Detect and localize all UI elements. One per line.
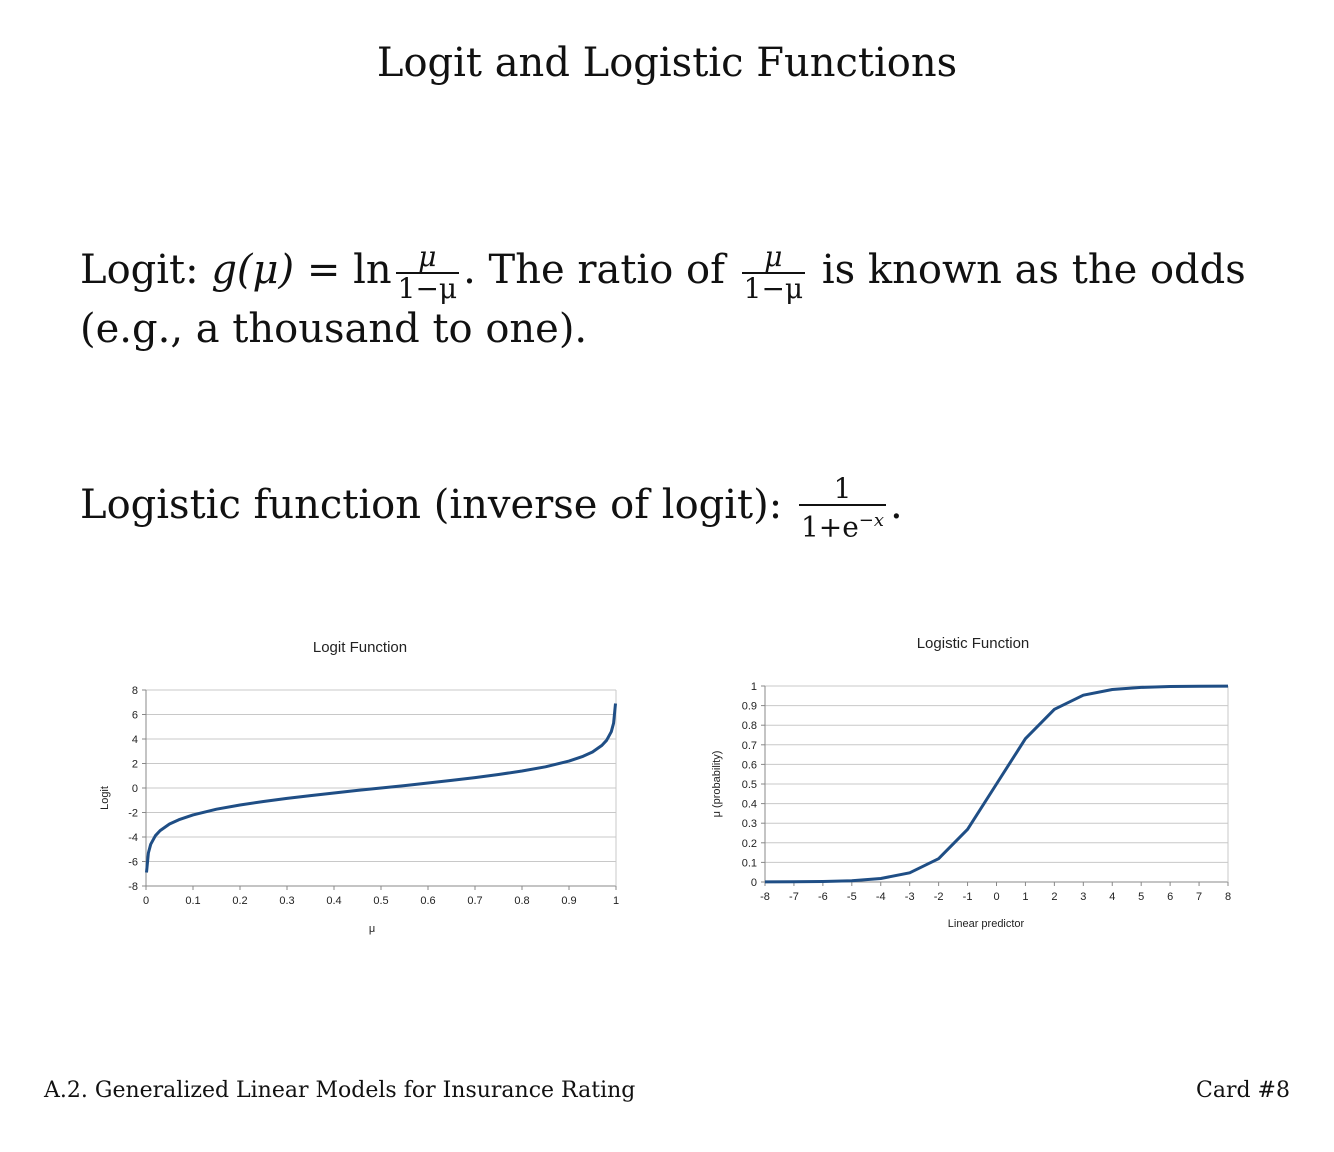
x-tick-label: -2 [933,891,944,903]
x-tick-label: 3 [1080,891,1087,903]
x-tick-label: -5 [846,891,857,903]
x-tick-label: -1 [962,891,973,903]
logit-eq: = [306,247,341,293]
x-tick-label: -4 [875,891,886,903]
y-tick-label: -8 [128,881,138,893]
logistic-definition [80,474,903,542]
logistic-prefix: Logistic function (inverse of logit): [80,482,783,529]
x-tick-label: 1 [1022,891,1029,903]
footer-course: A.2. Generalized Linear Models for Insurance Rating [44,1078,636,1103]
logit-prefix: Logit: [80,247,199,293]
logit-suffix: is known as the odds [821,247,1246,293]
y-axis-label: μ (probability) [711,750,723,818]
logit-g: g(μ) [211,247,295,293]
x-tick-label: 0 [142,895,150,907]
x-tick-label: -6 [817,891,828,903]
y-tick-label: 6 [131,709,138,722]
plot-area [128,685,619,907]
logistic-chart [700,626,1260,936]
x-tick-label: 1 [612,895,620,907]
x-tick-label: -8 [760,891,770,903]
logit-ln: ln [353,247,392,293]
fraction-numerator: μ [764,240,783,273]
chart-title: Logistic Function [916,635,1030,652]
fraction-numerator: μ [418,240,437,273]
x-tick-label: 0 [993,891,1000,903]
y-tick-label: 2 [131,758,138,771]
y-tick-label: -2 [128,807,138,820]
x-tick-label: 2 [1051,891,1058,903]
x-tick-label: -3 [904,891,915,903]
y-tick-label: 0 [750,877,757,889]
y-tick-label: 0.2 [741,837,757,850]
x-tick-label: 6 [1167,891,1174,903]
logistic-end: . [890,482,903,529]
x-tick-label: 8 [1224,891,1232,903]
x-axis-label: Linear predictor [947,918,1025,930]
logistic-numerator: 1 [833,472,852,505]
logistic-den-exp: −x [858,510,885,531]
odds-fraction-1 [396,242,459,304]
slide-title: Logit and Logistic Functions [376,40,958,86]
x-tick-label: 5 [1138,891,1145,903]
x-tick-label: 0.4 [326,895,342,907]
logit-chart [90,630,650,940]
y-tick-label: 0 [131,783,138,795]
x-tick-label: 0.3 [279,895,295,907]
logit-line2: (e.g., a thousand to one). [80,306,588,352]
y-tick-label: 0.5 [741,779,757,791]
logit-middle: . The ratio of [463,247,725,293]
y-tick-label: 0.9 [741,700,757,713]
x-tick-label: -7 [789,891,799,903]
y-tick-label: 0.1 [741,857,757,870]
y-tick-label: 0.3 [741,818,757,831]
y-tick-label: 0.7 [741,739,757,752]
y-tick-label: 0.6 [741,759,757,772]
x-tick-label: 0.1 [185,895,201,907]
x-tick-label: 0.9 [561,895,577,907]
y-tick-label: 8 [131,685,138,697]
x-axis-label: μ [368,923,376,935]
x-tick-label: 0.5 [373,895,389,907]
y-tick-label: 1 [750,681,757,693]
footer-card-number: Card #8 [1196,1078,1290,1103]
x-tick-label: 0.8 [514,895,530,907]
x-tick-label: 7 [1196,891,1203,903]
logit-definition [80,242,1246,304]
y-tick-label: 0.4 [741,798,757,811]
y-tick-label: 0.8 [741,720,757,733]
x-tick-label: 4 [1109,891,1116,903]
logistic-den-base: 1+e [800,510,859,544]
chart-title: Logit Function [312,639,408,656]
y-axis-label: Logit [99,786,111,810]
logistic-denominator [799,504,886,542]
plot-area [742,681,1231,903]
y-tick-label: 4 [131,734,138,746]
fraction-denominator: 1−μ [397,272,458,305]
x-tick-label: 0.7 [467,895,483,907]
fraction-denominator: 1−μ [743,272,804,305]
logistic-fraction [799,474,886,542]
y-tick-label: -6 [128,856,138,869]
x-tick-label: 0.6 [420,895,436,907]
y-tick-label: -4 [128,832,138,844]
x-tick-label: 0.2 [232,895,248,907]
odds-fraction-2 [742,242,805,304]
